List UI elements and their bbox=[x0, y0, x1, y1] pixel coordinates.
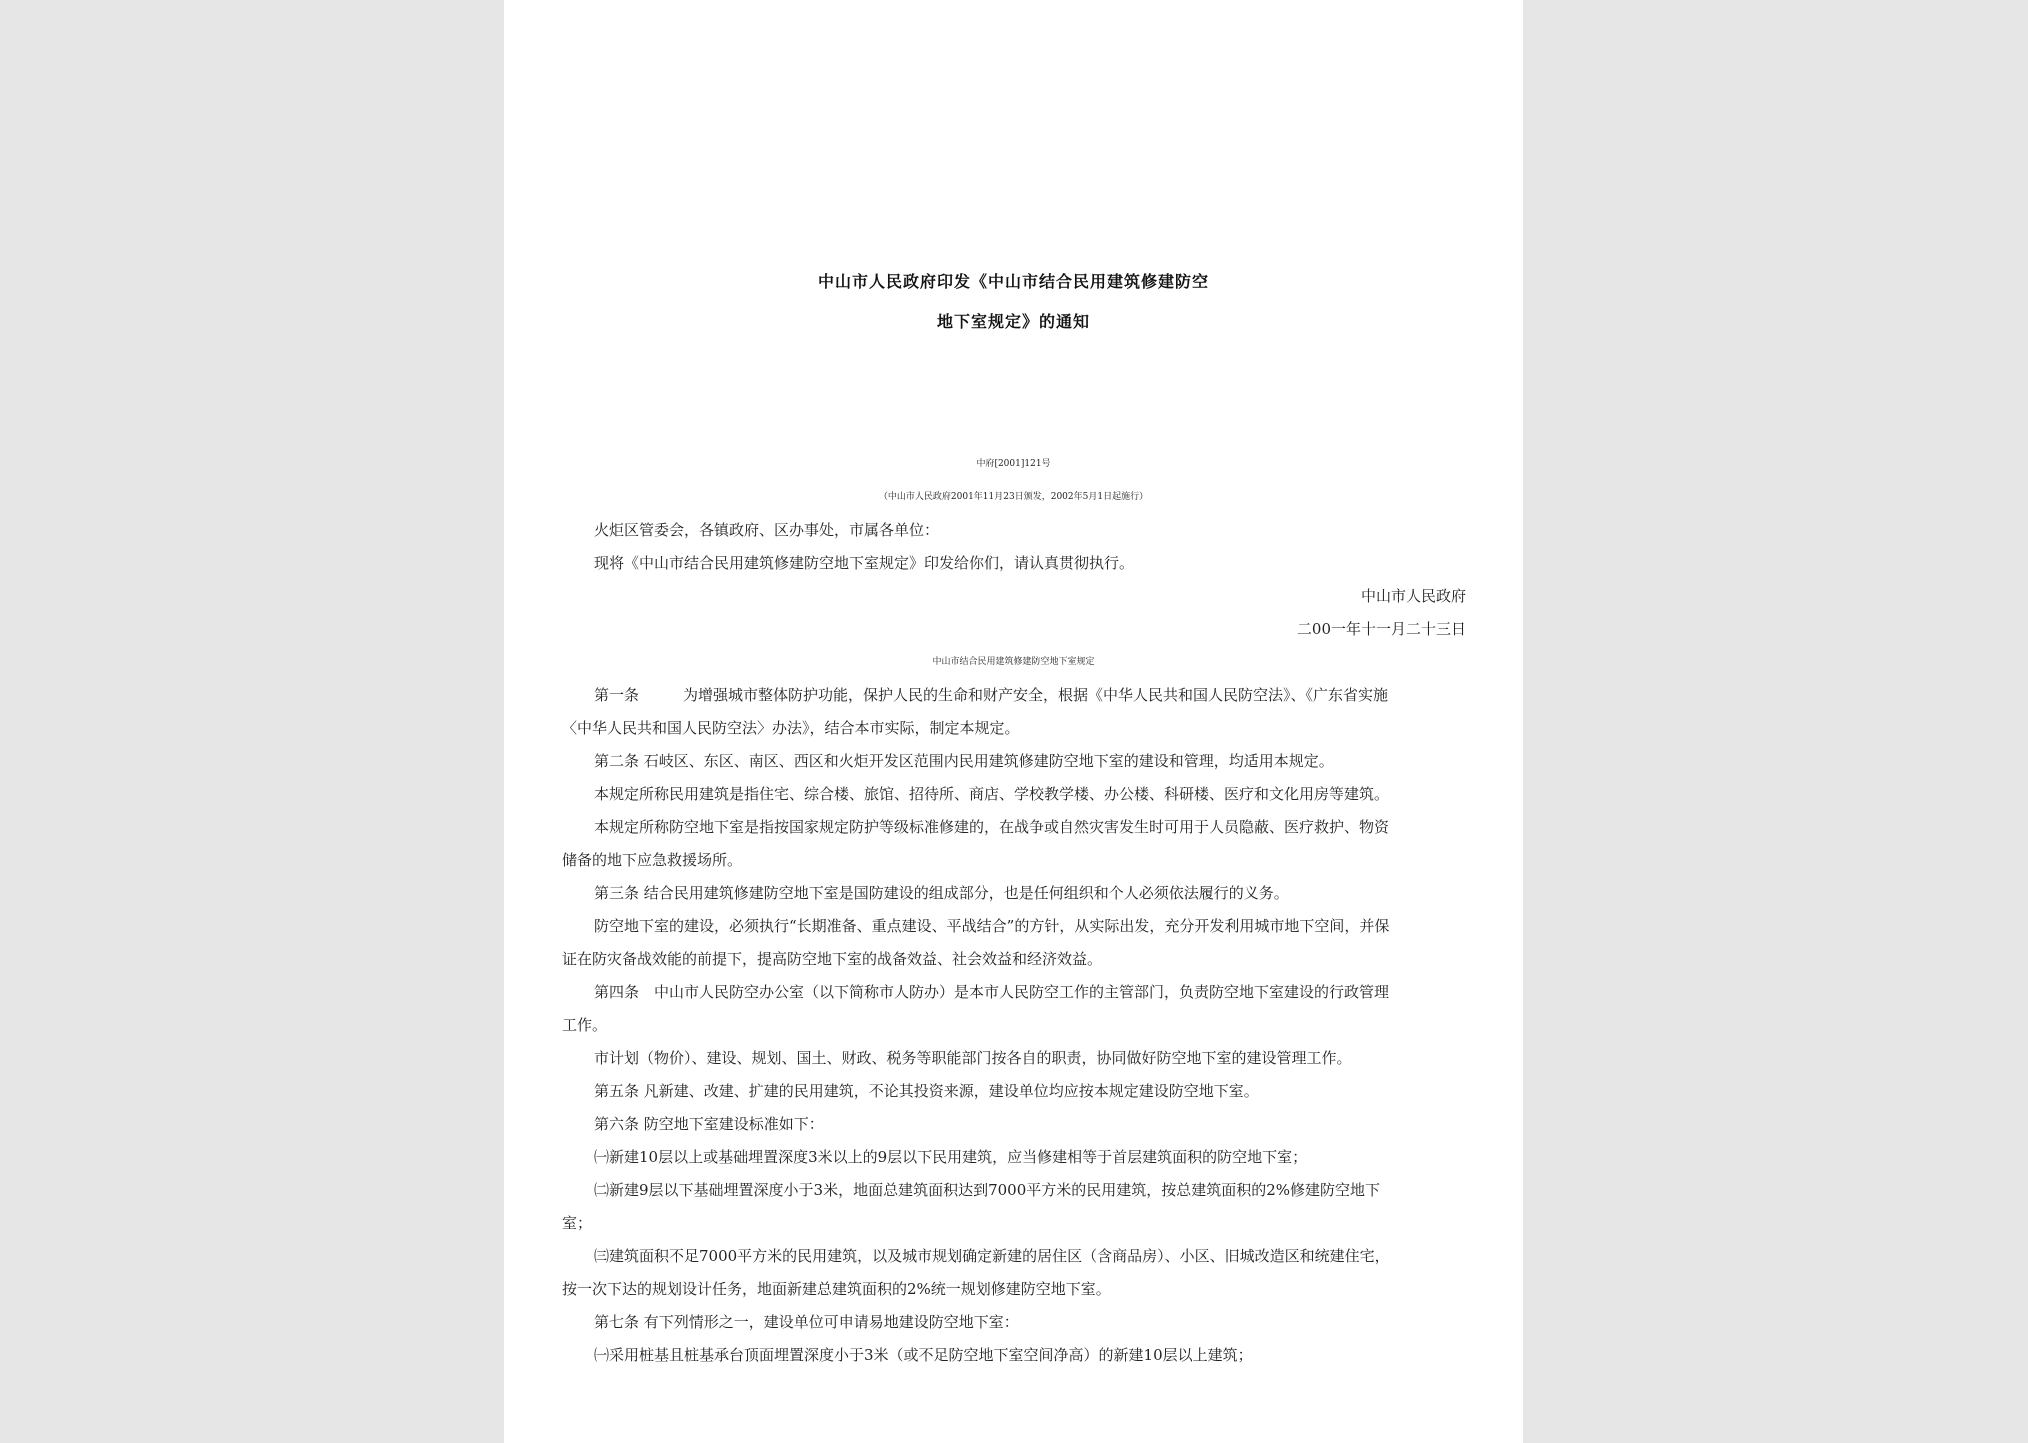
intro-paragraph: 现将《中山市结合民用建筑修建防空地下室规定》印发给你们，请认真贯彻执行。 bbox=[594, 554, 1135, 572]
article-3-paragraph-2-line-2: 证在防灾备战效能的前提下，提高防空地下室的战备效益、社会效益和经济效益。 bbox=[562, 950, 1103, 968]
article-1-line-1 bbox=[594, 685, 1388, 705]
article-6-item-3-line-1: ㈢建筑面积不足7000平方米的民用建筑，以及城市规划确定新建的居住区（含商品房）、小区、旧城改造区和统建住宅， bbox=[594, 1247, 1390, 1265]
article-6-item-2-line-1: ㈡新建9层以下基础埋置深度小于3米，地面总建筑面积达到7000平方米的民用建筑，按总建筑面积的2%修建防空地下 bbox=[594, 1181, 1381, 1199]
signature-org: 中山市人民政府 bbox=[1360, 587, 1466, 605]
article-1-label: 第一条 bbox=[594, 686, 640, 704]
article-2-paragraph-3-line-2: 储备的地下应急救援场所。 bbox=[562, 851, 743, 869]
document-page bbox=[504, 0, 1523, 1443]
document-number: 中府[2001]121号 bbox=[976, 459, 1051, 469]
article-1-text: 为增强城市整体防护功能，保护人民的生命和财产安全，根据《中华人民共和国人民防空法》、《广东省实施 bbox=[683, 686, 1389, 704]
article-6-item-3-line-2: 按一次下达的规划设计任务，地面新建总建筑面积的2%统一规划修建防空地下室。 bbox=[562, 1280, 1111, 1298]
article-6-item-2-line-2: 室； bbox=[562, 1214, 593, 1232]
document-title-line-2: 地下室规定》的通知 bbox=[936, 312, 1090, 331]
article-3: 第三条 结合民用建筑修建防空地下室是国防建设的组成部分，也是任何组织和个人必须依法履行的义务。 bbox=[594, 884, 1289, 902]
article-1-line-2: 〈中华人民共和国人民防空法〉办法》，结合本市实际，制定本规定。 bbox=[562, 719, 1020, 737]
signature-date: 二00一年十一月二十三日 bbox=[1296, 620, 1466, 638]
document-title-line-1: 中山市人民政府印发《中山市结合民用建筑修建防空 bbox=[817, 272, 1209, 291]
article-7: 第七条 有下列情形之一，建设单位可申请易地建设防空地下室： bbox=[594, 1313, 1019, 1331]
article-3-paragraph-2-line-1: 防空地下室的建设，必须执行“长期准备、重点建设、平战结合”的方针，从实际出发，充分开发利用城市地下空间，并保 bbox=[594, 917, 1390, 935]
article-4-line-2: 工作。 bbox=[562, 1016, 608, 1034]
article-6: 第六条 防空地下室建设标准如下： bbox=[594, 1115, 824, 1133]
article-4-paragraph-2: 市计划（物价）、建设、规划、国土、财政、税务等职能部门按各自的职责，协同做好防空地下室的建设管理工作。 bbox=[594, 1049, 1352, 1067]
article-7-item-1: ㈠采用桩基且桩基承台顶面埋置深度小于3米（或不足防空地下室空间净高）的新建10层以上建筑； bbox=[594, 1346, 1253, 1364]
article-4-line-1: 第四条 中山市人民防空办公室（以下简称市人防办）是本市人民防空工作的主管部门，负责防空地下室建设的行政管理 bbox=[594, 983, 1390, 1001]
document-title bbox=[504, 262, 1523, 342]
article-2-paragraph-2: 本规定所称民用建筑是指住宅、综合楼、旅馆、招待所、商店、学校教学楼、办公楼、科研楼、医疗和文化用房等建筑。 bbox=[594, 785, 1390, 803]
article-6-item-1: ㈠新建10层以上或基础埋置深度3米以上的9层以下民用建筑，应当修建相等于首层建筑面积的防空地下室； bbox=[594, 1148, 1308, 1166]
issue-note: （中山市人民政府2001年11月23日颁发，2002年5月1日起施行） bbox=[878, 492, 1149, 502]
article-2: 第二条 石岐区、东区、南区、西区和火炬开发区范围内民用建筑修建防空地下室的建设和管理，均适用本规定。 bbox=[594, 752, 1334, 770]
article-2-paragraph-3-line-1: 本规定所称防空地下室是指按国家规定防护等级标准修建的，在战争或自然灾害发生时可用于人员隐蔽、医疗救护、物资 bbox=[594, 818, 1390, 836]
addressee: 火炬区管委会，各镇政府、区办事处，市属各单位： bbox=[594, 521, 940, 539]
regulation-title: 中山市结合民用建筑修建防空地下室规定 bbox=[932, 657, 1095, 667]
article-5: 第五条 凡新建、改建、扩建的民用建筑，不论其投资来源，建设单位均应按本规定建设防空地下室。 bbox=[594, 1082, 1259, 1100]
